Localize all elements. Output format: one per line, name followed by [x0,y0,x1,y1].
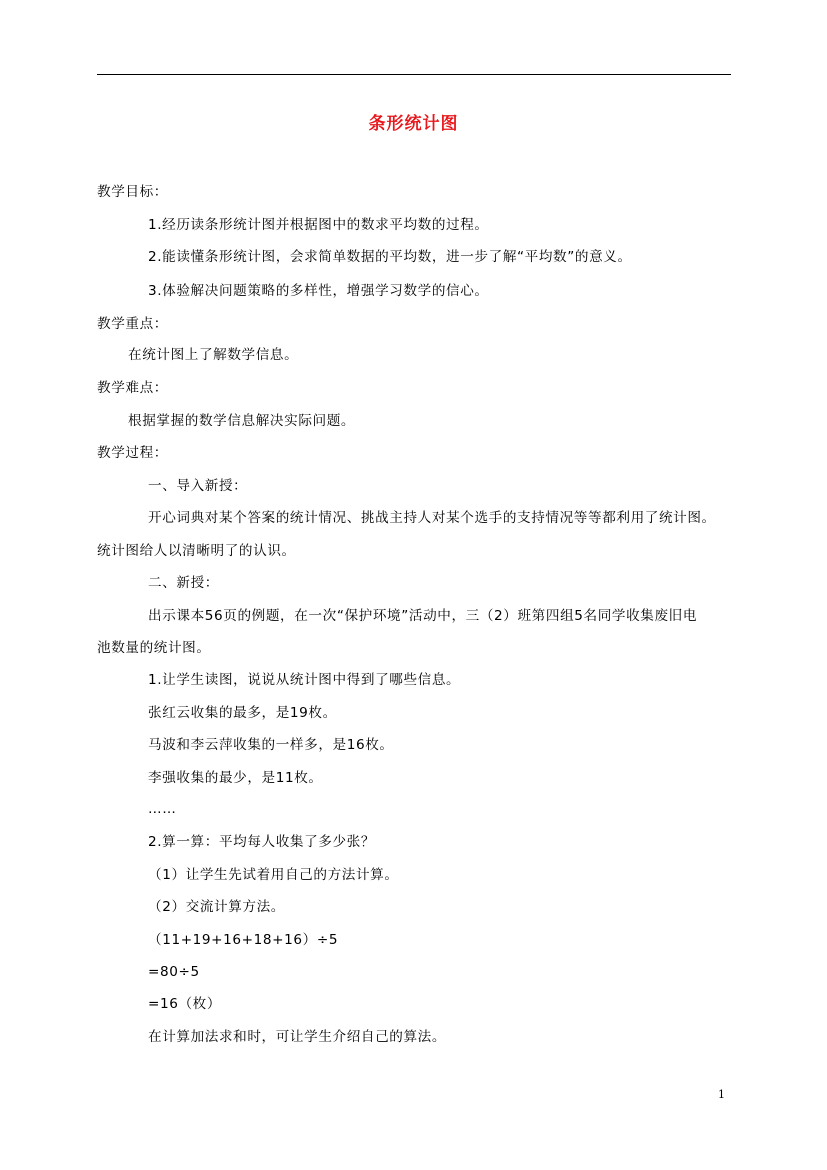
step-2-calculate: 2.算一算：平均每人收集了多少张？ [148,834,376,850]
step-1-read-chart: 1.让学生读图，说说从统计图中得到了哪些信息。 [148,672,461,688]
key-point-text: 在统计图上了解数学信息。 [128,347,299,363]
substep-2: （2）交流计算方法。 [148,899,285,915]
section-intro-heading: 一、导入新授： [148,478,248,494]
paragraph-intro-line-1: 开心词典对某个答案的统计情况、挑战主持人对某个选手的支持情况等等都利用了统计图。 [148,510,716,526]
heading-key-points: 教学重点： [97,316,168,332]
closing-line: 在计算加法求和时，可让学生介绍自己的算法。 [148,1029,447,1045]
paragraph-example-line-2: 池数量的统计图。 [97,640,211,656]
info-line-1: 张红云收集的最多，是19枚。 [148,705,337,721]
substep-1: （1）让学生先试着用自己的方法计算。 [148,867,399,883]
formula-line-1: （11+19+16+18+16）÷5 [148,932,339,948]
header-rule [97,74,731,75]
goal-item-3: 3.体验解决问题策略的多样性，增强学习数学的信心。 [148,283,489,299]
page-number: 1 [718,1088,725,1101]
goal-item-1: 1.经历读条形统计图并根据图中的数求平均数的过程。 [148,217,489,233]
paragraph-intro-line-2: 统计图给人以清晰明了的认识。 [97,543,296,559]
paragraph-example-line-1: 出示课本56页的例题，在一次“保护环境”活动中，三（2）班第四组5名同学收集废旧电 [148,608,698,624]
heading-difficulties: 教学难点： [97,380,168,396]
formula-line-2: =80÷5 [148,964,200,980]
section-new-heading: 二、新授： [148,575,219,591]
info-line-2: 马波和李云萍收集的一样多，是16枚。 [148,737,394,753]
goal-item-2: 2.能读懂条形统计图，会求简单数据的平均数，进一步了解“平均数”的意义。 [148,249,632,265]
heading-teaching-process: 教学过程： [97,445,168,461]
document-title: 条形统计图 [368,114,459,134]
info-line-3: 李强收集的最少，是11枚。 [148,770,323,786]
heading-teaching-goals: 教学目标： [97,184,168,200]
formula-line-3: =16（枚） [148,996,222,1012]
difficulty-text: 根据掌握的数学信息解决实际问题。 [128,413,356,429]
ellipsis: …… [148,801,177,817]
